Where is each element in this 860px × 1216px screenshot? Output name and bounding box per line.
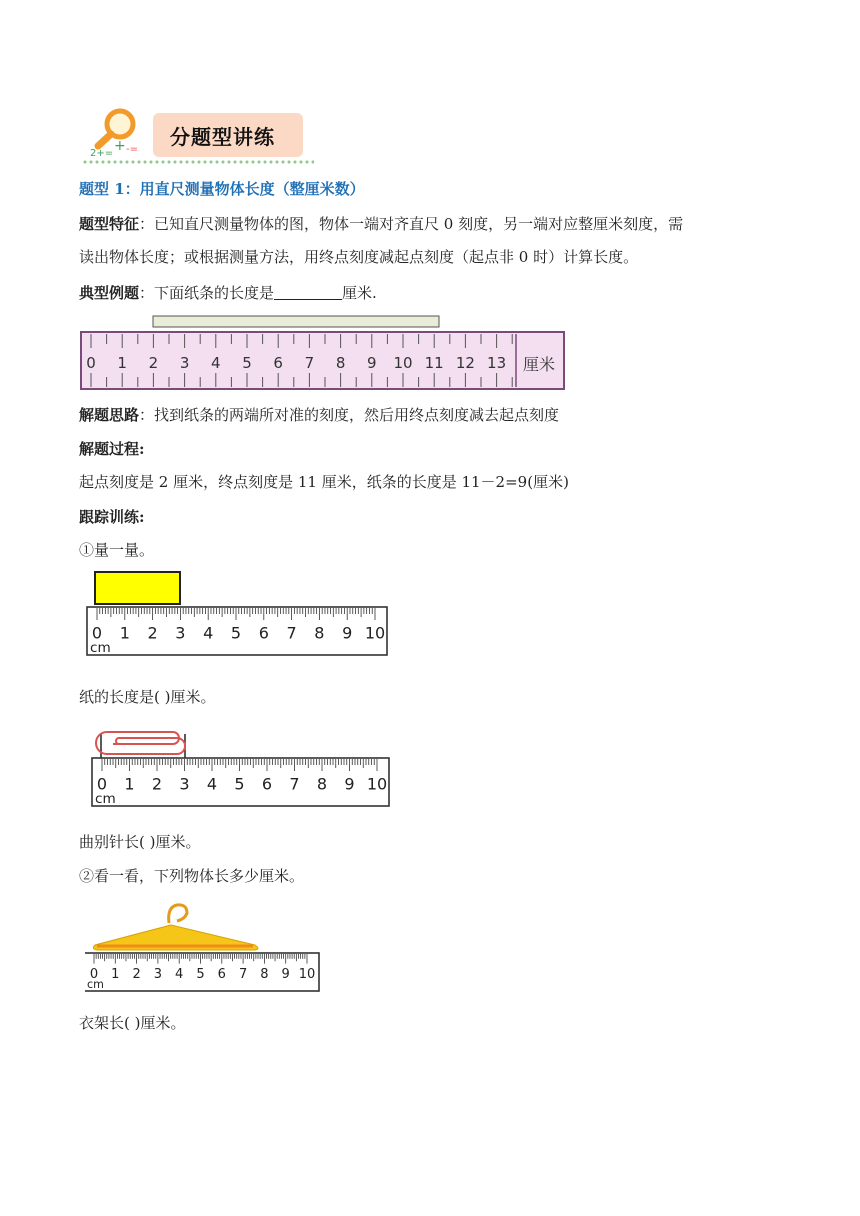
ruler-tick-label: 3: [179, 354, 190, 372]
question-1a: 纸的长度是( )厘米。: [79, 688, 216, 706]
ruler-tick-label: 5: [196, 967, 205, 983]
ruler-tick-label: 0: [89, 967, 99, 983]
feature-label: 题型特征: [79, 215, 140, 233]
process-label: 解题过程:: [79, 440, 145, 458]
feature-line-2: 读出物体长度；或根据测量方法，用终点刻度减起点刻度（起点非 0 时）计算长度。: [79, 248, 639, 266]
ruler-tick-label: 10: [393, 354, 413, 372]
ruler-tick-label: 10: [366, 774, 388, 794]
question-2: ②看一看，下列物体长多少厘米。: [79, 867, 305, 885]
thought-label: 解题思路: [79, 406, 140, 424]
question-2a: 衣架长( )厘米。: [79, 1014, 186, 1032]
section-title: 题型 1：用直尺测量物体长度（整厘米数）: [79, 180, 365, 198]
ruler-tick-label: 8: [316, 774, 328, 794]
ruler-figure-1: [79, 310, 569, 392]
ruler-tick-label: 9: [367, 354, 377, 372]
ruler-tick-label: 4: [211, 354, 221, 372]
ruler-tick-label: 7: [238, 967, 248, 983]
feature-line-1: [79, 214, 683, 234]
ruler-tick-label: 6: [258, 623, 269, 643]
ruler-tick-label: 8: [335, 354, 346, 372]
ruler-tick-label: 12: [455, 354, 475, 372]
ruler-tick-label: 3: [175, 623, 186, 643]
example-post: 厘米.: [342, 284, 377, 302]
ruler-tick-label: 3: [179, 774, 190, 794]
ruler-unit: cm: [90, 640, 111, 656]
banner-title: 分题型讲练: [170, 125, 275, 149]
ruler-tick-label: 1: [117, 354, 127, 372]
ruler-tick-label: 1: [111, 967, 120, 983]
ruler-tick-label: 0: [96, 774, 108, 794]
svg-text:2+=: 2+=: [90, 148, 114, 159]
ruler-tick-label: 10: [364, 623, 386, 643]
paper-rect: [95, 572, 180, 604]
svg-text:+: +: [114, 138, 126, 154]
ruler-tick-label: 6: [273, 354, 283, 372]
magnifier-icon: [80, 100, 160, 162]
ruler-figure-paper: [85, 569, 395, 659]
example-line: [79, 283, 377, 303]
question-1: ①量一量。: [79, 541, 155, 559]
ruler-tick-label: 0: [86, 354, 96, 372]
ruler-tick-label: 4: [175, 967, 184, 983]
ruler-tick-label: 9: [342, 623, 353, 643]
thought-text: ：找到纸条的两端所对准的刻度，然后用终点刻度减去起点刻度: [139, 406, 560, 424]
ruler-tick-label: 2: [148, 354, 159, 372]
ruler-tick-label: 13: [487, 354, 507, 372]
paper-strip: [153, 316, 439, 327]
ruler-tick-label: 2: [147, 623, 158, 643]
ruler-tick-label: 4: [206, 774, 218, 794]
ruler-tick-label: 11: [424, 354, 444, 372]
ruler-unit: cm: [87, 978, 104, 991]
ruler-tick-label: 5: [242, 354, 252, 372]
question-1b: 曲别针长( )厘米。: [79, 833, 201, 851]
ruler-tick-label: 9: [344, 774, 355, 794]
ruler-figure-hanger: [85, 893, 345, 995]
dotted-divider: [82, 160, 314, 164]
ruler-tick-label: 1: [124, 774, 135, 794]
ruler-figure-clip: [85, 730, 400, 812]
feature-text-1: ：已知直尺测量物体的图，物体一端对齐直尺 0 刻度，另一端对应整厘米刻度，需: [139, 215, 684, 233]
ruler-tick-label: 5: [234, 774, 245, 794]
ruler-tick-label: 7: [289, 774, 300, 794]
ruler-tick-label: 4: [203, 623, 214, 643]
ruler-unit: cm: [95, 791, 116, 807]
ruler-tick-label: 7: [304, 354, 315, 372]
ruler-tick-label: 2: [132, 967, 141, 983]
ruler-tick-label: 5: [230, 623, 242, 643]
ruler-tick-label: 9: [281, 967, 290, 983]
ruler-tick-label: 8: [260, 967, 269, 983]
ruler-tick-label: 3: [153, 967, 163, 983]
example-label: 典型例题: [79, 284, 140, 302]
ruler-tick-label: 1: [119, 623, 130, 643]
ruler-unit: 厘米: [523, 355, 556, 374]
svg-text:-=: -=: [126, 144, 138, 155]
process-text: 起点刻度是 2 厘米，终点刻度是 11 厘米，纸条的长度是 11－2=9(厘米): [79, 473, 569, 491]
example-pre: ：下面纸条的长度是: [139, 284, 275, 302]
ruler-tick-label: 10: [298, 967, 316, 983]
thought-line: [79, 405, 559, 425]
ruler-tick-label: 6: [217, 967, 226, 983]
answer-blank[interactable]: [274, 285, 342, 300]
ruler-tick-label: 0: [91, 623, 103, 643]
ruler-tick-label: 7: [286, 623, 297, 643]
ruler-tick-label: 2: [151, 774, 163, 794]
practice-label: 跟踪训练:: [79, 508, 145, 526]
hanger-icon: [93, 905, 258, 950]
ruler-tick-label: 8: [314, 623, 325, 643]
paperclip-icon: [96, 732, 185, 754]
ruler-tick-label: 6: [261, 774, 273, 794]
